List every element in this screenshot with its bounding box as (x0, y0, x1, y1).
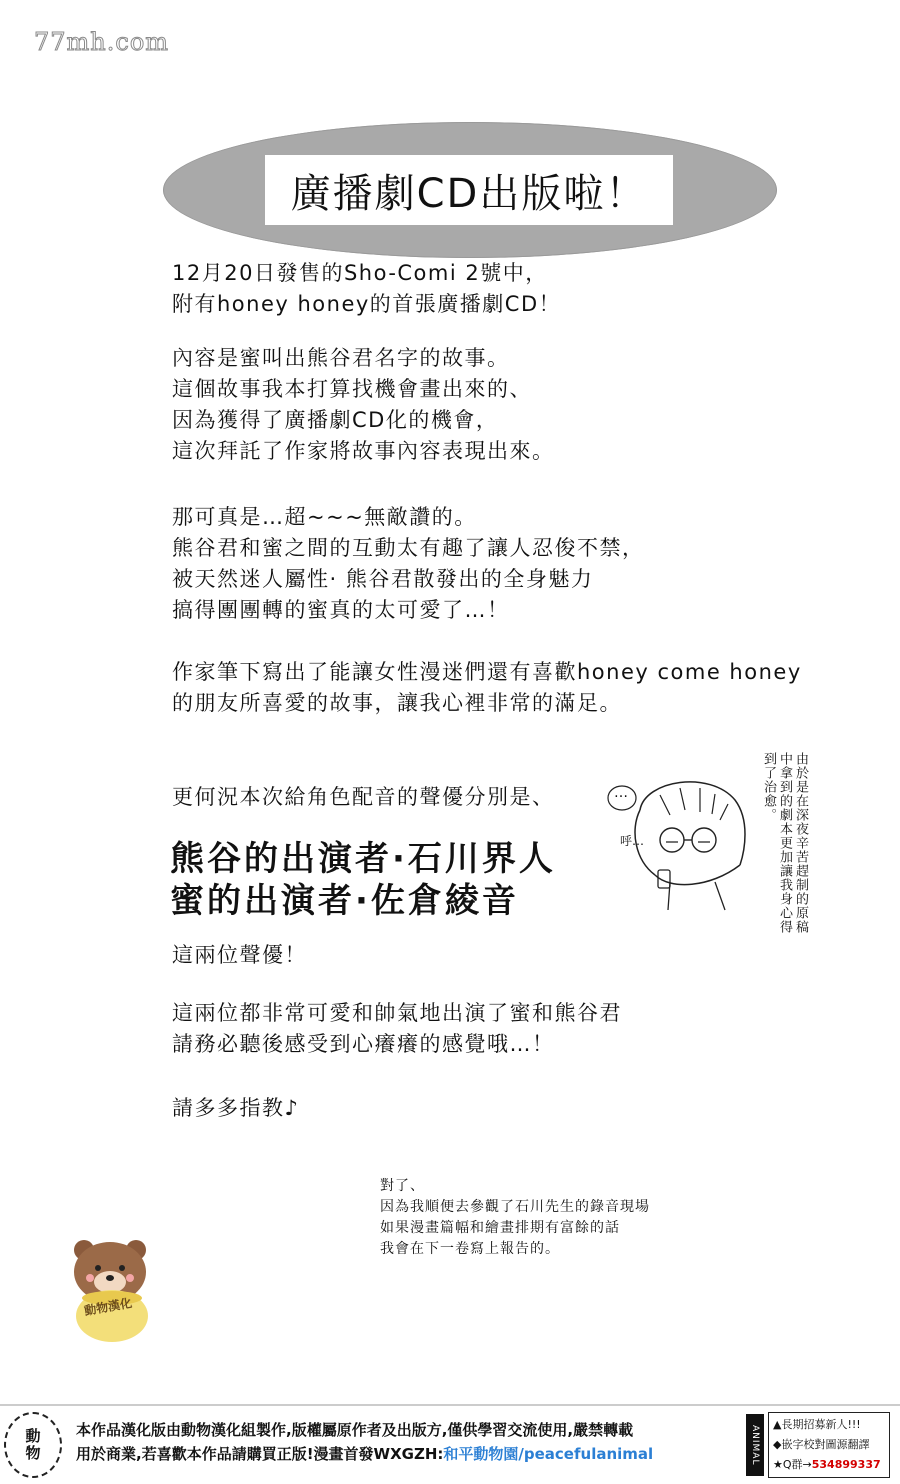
recruit-line-2: ◆嵌字校對圖源翻譯 (773, 1438, 870, 1451)
text-line: 附有honey honey的首張廣播劇CD！ (172, 292, 562, 316)
bear-mascot-logo (64, 1236, 164, 1346)
footer-line-2-text: 用於商業,若喜歡本作品請購買正版!漫畫首發WXGZH: (76, 1445, 444, 1463)
qq-number[interactable]: 534899337 (811, 1458, 881, 1471)
footer-line-1: 本作品漢化版由動物漢化組製作,版權屬原作者及出版方,僅供學習交流使用,嚴禁轉載 (76, 1421, 634, 1439)
paragraph-story (172, 343, 555, 467)
footer-side-tag: ANIMAL (746, 1414, 764, 1476)
recruit-line-1: ▲長期招募新人!!! (773, 1418, 861, 1431)
after-cast: 這兩位聲優！ (172, 943, 307, 967)
footer-divider (0, 1404, 900, 1406)
paragraph-writer (172, 657, 802, 719)
side-note-vertical: 由於是在深夜辛苦趕制的原稿中拿到的劇本更加讓我身心得到了治愈。 (761, 752, 808, 934)
text-line: 內容是蜜叫出熊谷君名字的故事。 (172, 346, 510, 370)
sketch-dots-label: … (614, 785, 628, 801)
sign-off: 請多多指教♪ (172, 1096, 300, 1120)
qq-label: ★Q群→ (773, 1458, 812, 1471)
cast-list (170, 838, 556, 922)
text-line: 熊谷君和蜜之間的互動太有趣了讓人忍俊不禁， (172, 536, 645, 560)
voice-intro: 更何況本次給角色配音的聲優分別是、 (172, 785, 555, 809)
text-line: 那可真是…超~~~無敵讚的。 (172, 505, 477, 529)
cast-line: 蜜的出演者·佐倉綾音 (170, 881, 519, 921)
text-line: 搞得團團轉的蜜真的太可愛了…！ (172, 598, 510, 622)
footer-logo (4, 1412, 62, 1478)
paragraph-closing (172, 998, 622, 1060)
recruit-line-3 (773, 1455, 885, 1475)
text-line: 請務必聽後感受到心癢癢的感覺哦…！ (172, 1032, 555, 1056)
text-line: 這次拜託了作家將故事內容表現出來。 (172, 439, 555, 463)
footer-disclaimer (76, 1418, 746, 1466)
footer-line-2 (76, 1442, 746, 1466)
page-title: 廣播劇CD出版啦！ (265, 155, 673, 225)
footnote-line: 因為我順便去參觀了石川先生的錄音現場 (380, 1199, 650, 1215)
text-line: 因為獲得了廣播劇CD化的機會， (172, 408, 499, 432)
site-watermark: 77mh.com (34, 28, 170, 56)
text-line: 這個故事我本打算找機會畫出來的、 (172, 377, 532, 401)
paragraph-release (172, 258, 561, 320)
footnote-line: 如果漫畫篇幅和繪畫排期有富餘的話 (380, 1220, 620, 1236)
text-line: 這兩位都非常可愛和帥氣地出演了蜜和熊谷君 (172, 1001, 622, 1025)
paragraph-impression (172, 502, 645, 626)
bear-badge-text: 動物漢化 (83, 1295, 133, 1319)
footer-wechat-link[interactable]: 和平動物園/peacefulanimal (443, 1445, 654, 1463)
text-line: 作家筆下寫出了能讓女性漫迷們還有喜歡honey come honey (172, 660, 802, 684)
text-line: 12月20日發售的Sho-Comi 2號中， (172, 261, 548, 285)
footnote (380, 1176, 650, 1260)
text-line: 被天然迷人屬性· 熊谷君散發出的全身魅力 (172, 567, 594, 591)
cast-line: 熊谷的出演者·石川界人 (170, 839, 556, 879)
footer-recruit-box (768, 1412, 890, 1478)
text-line: 的朋友所喜愛的故事，讓我心裡非常的滿足。 (172, 691, 622, 715)
footnote-line: 對了、 (380, 1178, 425, 1194)
footer-logo-bottom: 物 (25, 1444, 41, 1462)
footnote-line: 我會在下一卷寫上報告的。 (380, 1241, 560, 1257)
sketch-sigh-label: 呼… (620, 834, 645, 848)
footer-logo-top: 動 (25, 1427, 41, 1445)
